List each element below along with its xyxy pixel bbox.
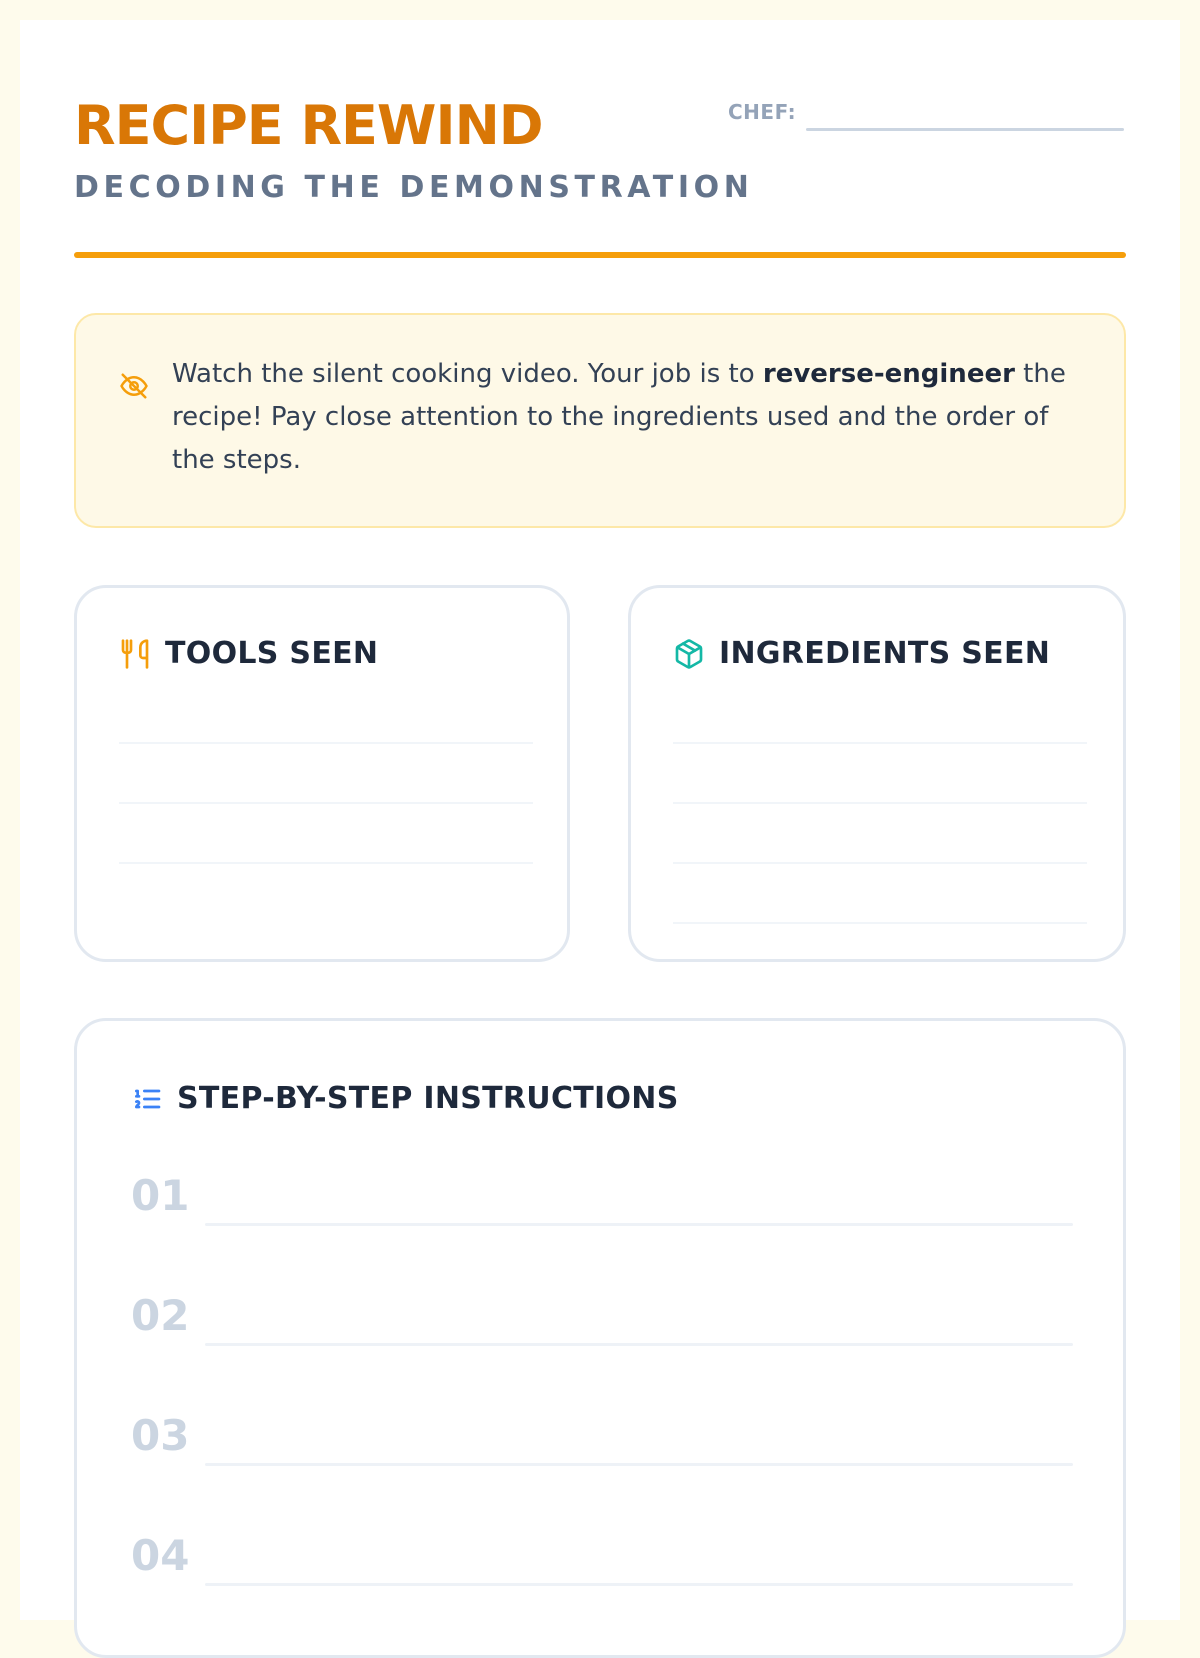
tools-writing-lines	[119, 742, 533, 922]
step-number: 03	[131, 1411, 190, 1460]
step-row	[131, 1171, 1071, 1291]
tools-writing-line[interactable]	[119, 862, 533, 922]
eye-off-icon	[119, 371, 149, 401]
step-writing-line[interactable]	[205, 1463, 1073, 1466]
steps-card-header	[131, 1081, 679, 1116]
ingredients-card-header	[673, 636, 1050, 671]
instructions-callout	[74, 313, 1126, 528]
ingredients-card-title: INGREDIENTS SEEN	[719, 636, 1051, 671]
chef-label: CHEF:	[728, 100, 797, 124]
ingredients-writing-line[interactable]	[673, 742, 1087, 802]
step-number: 04	[131, 1531, 190, 1580]
numbered-list-icon	[131, 1083, 163, 1115]
step-writing-line[interactable]	[205, 1343, 1073, 1346]
step-writing-line[interactable]	[205, 1223, 1073, 1226]
step-list	[131, 1171, 1071, 1651]
step-row	[131, 1531, 1071, 1651]
ingredients-writing-line[interactable]	[673, 922, 1087, 982]
header-divider	[74, 252, 1126, 258]
ingredients-writing-line[interactable]	[673, 802, 1087, 862]
tools-card-header	[119, 636, 378, 671]
step-number: 02	[131, 1291, 190, 1340]
tools-card	[74, 585, 570, 962]
ingredients-writing-lines	[673, 742, 1087, 982]
page-subtitle: DECODING THE DEMONSTRATION	[74, 170, 754, 205]
page-title: RECIPE REWIND	[74, 94, 543, 157]
box-icon	[673, 638, 705, 670]
step-row	[131, 1411, 1071, 1531]
worksheet	[20, 20, 1180, 1620]
ingredients-writing-line[interactable]	[673, 862, 1087, 922]
step-row	[131, 1291, 1071, 1411]
steps-card-title: STEP-BY-STEP INSTRUCTIONS	[177, 1081, 679, 1116]
callout-text-end: the recipe! Pay close attention to the ingredients used and the order of the steps.	[172, 359, 1066, 475]
callout-text	[172, 353, 1072, 482]
ingredients-card	[628, 585, 1126, 962]
step-number: 01	[131, 1171, 190, 1220]
steps-card	[74, 1018, 1126, 1658]
utensils-icon	[119, 638, 151, 670]
tools-card-title: TOOLS SEEN	[165, 636, 379, 671]
callout-text-emphasis: reverse-engineer	[762, 359, 1015, 389]
tools-writing-line[interactable]	[119, 742, 533, 802]
tools-writing-line[interactable]	[119, 802, 533, 862]
chef-name-line[interactable]	[806, 128, 1124, 131]
callout-text-start: Watch the silent cooking video. Your job is to	[172, 359, 763, 389]
step-writing-line[interactable]	[205, 1583, 1073, 1586]
